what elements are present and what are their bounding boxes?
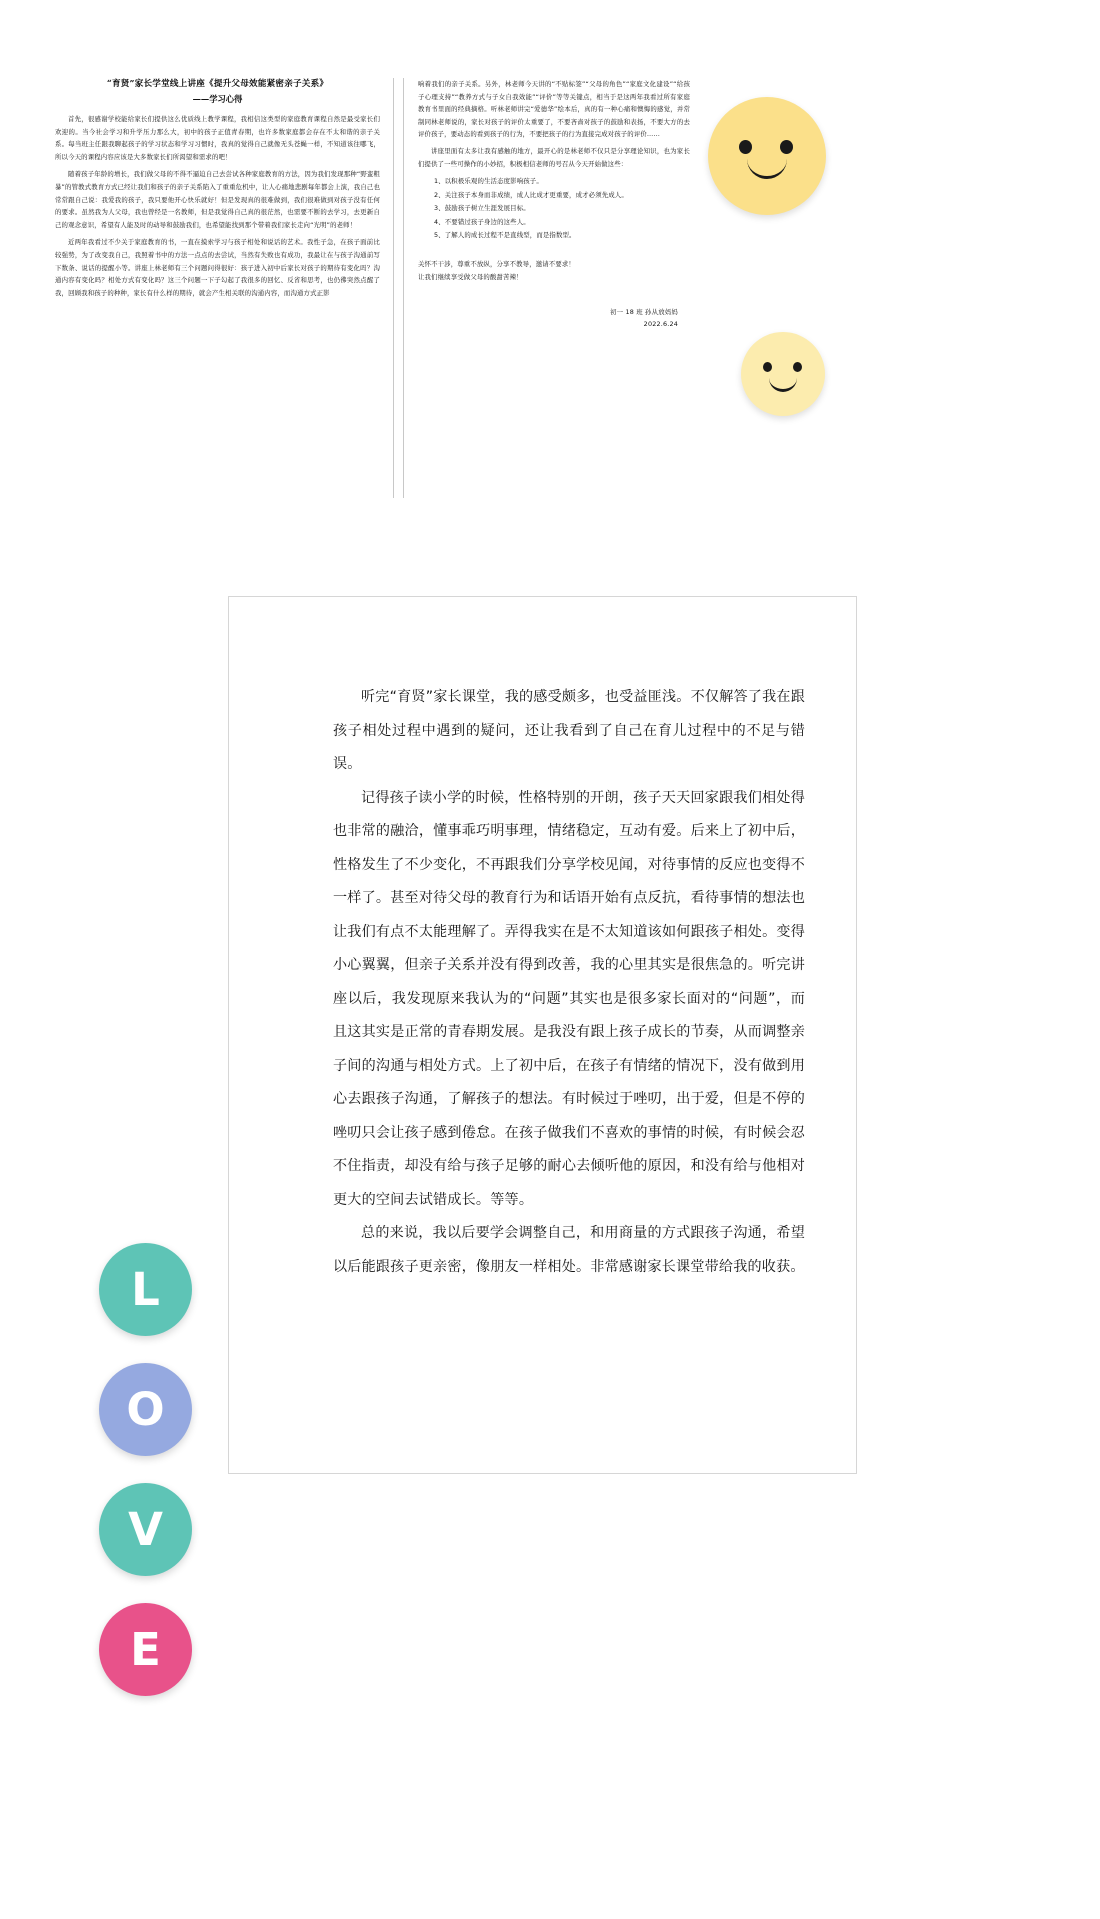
love-badge-o bbox=[99, 1363, 192, 1456]
badge-letter: V bbox=[128, 1503, 163, 1556]
eye-right bbox=[793, 362, 802, 372]
eye-left bbox=[739, 140, 752, 154]
paragraph: 听完“育贤”家长课堂，我的感受颇多，也受益匪浅。不仅解答了我在跟孩子相处过程中遇到的疑问，还让我看到了自己在育儿过程中的不足与错误。 bbox=[333, 689, 805, 772]
paragraph: 响着我们的亲子关系。另外，林老师今天讲的“不贴标签”“父母的角色”“家庭文化建设”“给孩子心理支持”“教养方式与子女自我效能”“评价”等等关键点，相当于是这两年我看过所有家庭教育书里面的经典摘格。听林老师讲完“爱德华”绘本后，真的有一种心痛和懊悔的感觉，并常制同林老师说的，家长对孩子的评价太重要了，不要吝啬对孩子的鼓励和表扬，不要大方的去评价孩子，要动态的看到孩子的行为，不要把孩子的行为直接完成对孩子的评价…… bbox=[418, 80, 690, 139]
smiley-face-icon bbox=[708, 97, 826, 215]
love-badge-column bbox=[99, 1243, 195, 1723]
list-item: 5、了解人的成长过程不是直线型，而是指数型。 bbox=[434, 231, 576, 240]
paragraph: 讲座里面有太多让我有感触的地方，最开心的是林老师不仅只是分享理论知识，也为家长们提供了一些可操作的小妙招，积极相信老师的号召从今天开始做这些： bbox=[418, 146, 690, 168]
signature-author: 初一 18 班 孙从放妈妈 bbox=[610, 307, 678, 316]
signature-block bbox=[418, 306, 690, 330]
paragraph: 首先，很感谢学校能给家长们提供这么优质线上教学课程，我相信这类型的家庭教育课程自然是最受家长们欢迎的。当今社会学习和升学压力那么大，初中的孩子正值青春期，也许多数家庭都会存在不太和谐的亲子关系。每当班主任跟我聊起孩子的学习状态和学习习惯时，我真的觉得自己就像无头苍蝇一样，不知道该往哪飞，所以今天的课程内容应该是大多数家长们所渴望和需求的吧！ bbox=[55, 115, 380, 161]
smiley-face-icon-small bbox=[741, 332, 825, 416]
essay-sheet-one bbox=[55, 78, 690, 498]
love-badge-l bbox=[99, 1243, 192, 1336]
badge-letter: O bbox=[126, 1383, 165, 1436]
paragraph: 近两年我看过不少关于家庭教育的书，一直在摸索学习与孩子相处和说话的艺术。我性子急，在孩子面前比较强势，为了改变我自己，我照着书中的方法一点点的去尝试，当然有失败也有成功，我最让在与孩子沟通前写下数条、说话的提醒小等。讲座上林老师有三个问题问得很好：孩子进入初中后家长对孩子的期待有变化吗？沟通内容有变化吗？相处方式有变化吗？这三个问题一下子勾起了我很多的回忆、反省和思考，也仍彿突然点醒了我，回顾我和孩子的种种，家长有什么样的期待，就会产生相关联的沟通内容，而沟通方式正影 bbox=[55, 238, 380, 297]
page-subtitle: ——学习心得 bbox=[192, 94, 243, 104]
left-column bbox=[55, 78, 380, 299]
column-divider-left bbox=[393, 78, 394, 498]
signature-date: 2022.6.24 bbox=[643, 319, 678, 328]
love-badge-e bbox=[99, 1603, 192, 1696]
badge-letter: L bbox=[131, 1263, 160, 1316]
essay-sheet-two bbox=[228, 596, 857, 1474]
paragraph: 随着孩子年龄的增长，我们做父母的不得不逼迫自己去尝试各种家庭教育的方法，因为我们发现那种“野蛮粗暴”的管教式教育方式已经让我们和孩子的亲子关系陷入了重重危机中，让人心痛地悲剧每年都会上演，我自己也常常跟自己说：我爱我的孩子，我只要他开心快乐就好！但是发现真的很难做到，我们很难做到对孩子没有任何的要求。虽然我为人父母，我也曾经是一名教师，但是我觉得自己真的很茫然，也需要不断的去学习，去更新自己的观念意识，希望有人能及时的动导和鼓励我们，也希望能找到那个带着我们家长走向“光明”的老师！ bbox=[55, 170, 380, 229]
badge-letter: E bbox=[130, 1623, 161, 1676]
essay-body bbox=[333, 681, 805, 1284]
column-divider-right bbox=[403, 78, 404, 498]
smile-mouth bbox=[769, 377, 797, 392]
eye-left bbox=[763, 362, 772, 372]
document-page-two bbox=[0, 580, 1100, 1919]
list-item: 3、鼓励孩子树立生涯发展目标。 bbox=[434, 204, 530, 213]
list-item: 4、不要错过孩子身边的这些人。 bbox=[434, 217, 530, 226]
document-page-one bbox=[0, 0, 1100, 580]
page-title: “育贤”家长学堂线上讲座《提升父母效能紧密亲子关系》 bbox=[106, 79, 329, 89]
eye-right bbox=[780, 140, 793, 154]
closing-block bbox=[418, 258, 690, 284]
closing-line: 关怀不干涉，尊重不放纵，分享不教导，邀请不要求！ bbox=[418, 259, 575, 268]
right-column bbox=[418, 78, 690, 330]
numbered-list bbox=[418, 175, 690, 243]
smile-mouth bbox=[747, 159, 787, 179]
love-badge-v bbox=[99, 1483, 192, 1576]
list-item: 2、关注孩子本身而非成绩，成人比成才更重要，成才必须先成人。 bbox=[434, 190, 628, 199]
list-item: 1、以积极乐观的生活态度影响孩子。 bbox=[434, 177, 543, 186]
paragraph: 记得孩子读小学的时候，性格特别的开朗，孩子天天回家跟我们相处得也非常的融洽，懂事乖巧明事理，情绪稳定，互动有爱。后来上了初中后，性格发生了不少变化，不再跟我们分享学校见闻，对待事情的反应也变得不一样了。甚至对待父母的教育行为和话语开始有点反抗，看待事情的想法也让我们有点不太能理解了。弄得我实在是不太知道该如何跟孩子相处。变得小心翼翼，但亲子关系并没有得到改善，我的心里其实是很焦急的。听完讲座以后，我发现原来我认为的“问题”其实也是很多家长面对的“问题”，而且这其实是正常的青春期发展。是我没有跟上孩子成长的节奏，从而调整亲子间的沟通与相处方式。上了初中后，在孩子有情绪的情况下，没有做到用心去跟孩子沟通，了解孩子的想法。有时候过于唑叨，出于爱，但是不停的唑叨只会让孩子感到倦怠。在孩子做我们不喜欢的事情的时候，有时候会忍不住指责，却没有给与孩子足够的耐心去倾听他的原因，和没有给与他相对更大的空间去试错成长。等等。 bbox=[333, 789, 805, 1208]
paragraph: 总的来说，我以后要学会调整自己，和用商量的方式跟孩子沟通，希望以后能跟孩子更亲密，像朋友一样相处。非常感谢家长课堂带给我的收获。 bbox=[333, 1225, 805, 1275]
closing-line: 让我们继续享受做父母的酸甜苦辣！ bbox=[418, 272, 523, 281]
